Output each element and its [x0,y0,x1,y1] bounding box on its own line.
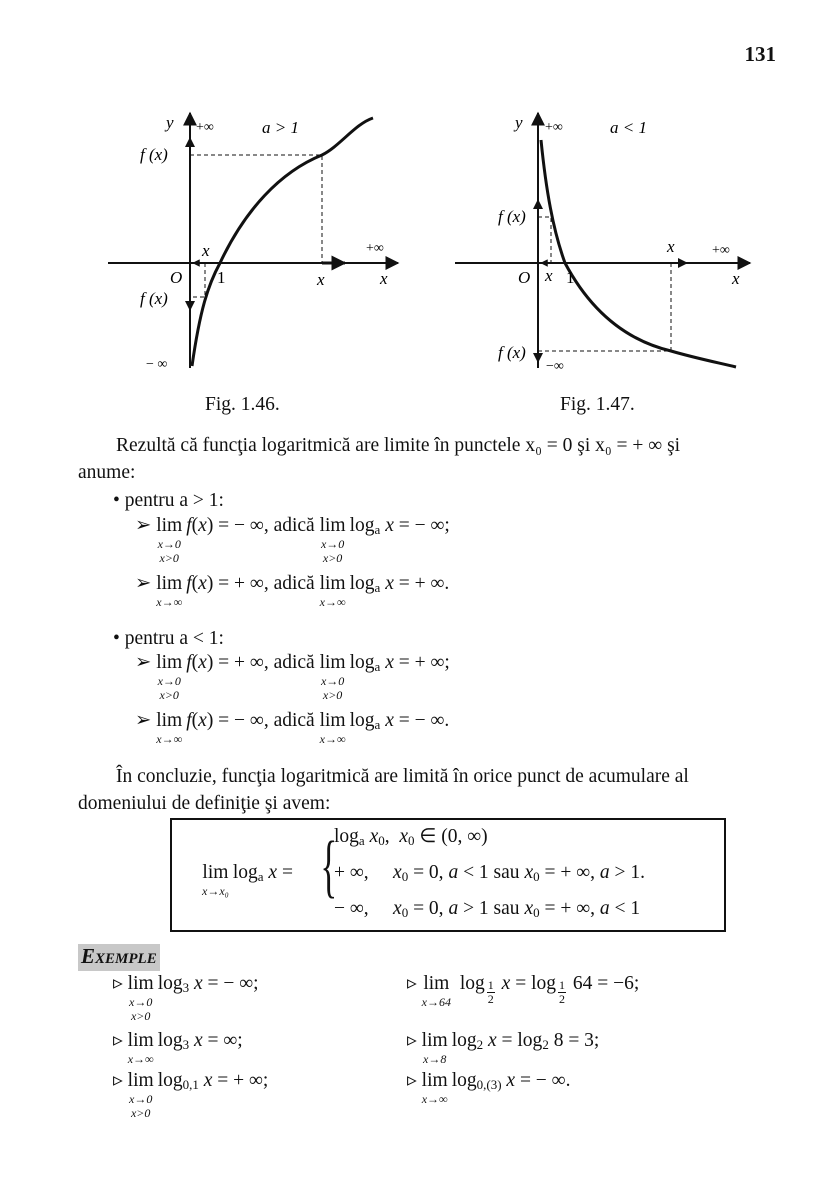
formula-case [334,862,645,884]
intro-paragraph: Rezultă că funcţia logaritmică are limite în punctele x₀ = 0 şi x₀ = + ∞ şi [116,435,681,456]
math-line [135,573,449,609]
fraction-subscript [558,979,566,1006]
examples-heading [78,944,160,971]
math-variable: f [186,573,192,594]
figure-caption: Fig. 1.46. [205,394,280,415]
label-cond: a < 1 [610,118,647,137]
math-text: = + ∞; [393,652,450,673]
label-cond: a > 1 [262,118,299,137]
label-minus-inf: − ∞ [146,357,168,372]
math-text: ( [191,515,199,536]
lim-condition: x→0 [157,537,181,551]
examples-heading-initial: E [81,944,96,968]
math-text: ▹ [113,1030,128,1051]
lim-condition: x→0 [320,537,345,551]
math-text: = 0, [408,862,449,883]
lim-condition: x→0 [157,674,181,688]
subscript: 0 [408,833,415,848]
subscript: 2 [476,1037,484,1052]
math-text: > 1 sau [458,898,525,919]
boxed-formula [170,818,726,932]
math-text: log [232,862,258,883]
math-text: = [277,862,293,883]
math-text: ) = − ∞, adică [206,710,320,731]
math-text: = log [510,973,556,994]
lim-condition: x>0 [322,551,343,565]
label-minus-inf: −∞ [546,359,564,374]
example-item [407,1030,599,1066]
bullet-a-gt-1: • pentru a > 1: [113,490,224,511]
subscript: 3 [182,1037,190,1052]
intro-paragraph-end: anume: [78,462,136,483]
subscript: 0,1 [182,1077,199,1092]
math-variable: x [496,973,511,994]
math-text: ( [191,573,199,594]
label-x-axis: x [732,269,740,288]
label-plus-inf: +∞ [366,241,384,256]
math-variable: f [186,652,192,673]
log-curve-decreasing [541,140,736,367]
lim-label: lim [156,515,183,536]
subscript: 0 [401,905,409,920]
subscript: 3 [182,980,190,995]
math-text: log [451,1070,477,1091]
lim-condition: x→∞ [156,732,183,746]
denominator: 2 [487,992,494,1006]
lim-label: lim [423,973,450,994]
limit-operator [156,710,182,746]
lim-label: lim [319,515,346,536]
lim-condition: x>0 [130,1009,151,1023]
math-text: log [349,710,375,731]
math-variable: f [186,515,192,536]
limit-operator [320,515,346,565]
math-text: < 1 [609,898,641,919]
math-text: = − ∞. [515,1070,571,1091]
math-text: + ∞, [334,862,394,883]
math-text: log [334,826,359,847]
figure-caption: Fig. 1.47. [560,394,635,415]
math-text: = + ∞, [539,862,600,883]
math-text: 8 = 3; [548,1030,600,1051]
math-text: log [157,1030,183,1051]
math-variable: x [198,515,207,536]
example-item [407,973,639,1009]
label-x-axis: x [380,269,388,288]
subscript: 0 [401,869,409,884]
lim-label: lim [319,573,346,594]
subscript: a [374,522,381,537]
math-text: ▹ [407,1030,422,1051]
math-text: ) = + ∞, adică [206,573,320,594]
subscript: 0 [378,833,385,848]
lim-label: lim [156,573,183,594]
math-variable: x [380,652,394,673]
example-item [407,1070,570,1106]
math-variable: x [524,898,534,919]
limit-operator [422,1070,448,1106]
lim-condition: x→8 [423,1052,447,1066]
lim-label: lim [319,652,346,673]
numerator: 1 [487,978,494,992]
math-variable: f [186,710,192,731]
figure-1-47 [455,113,750,374]
math-text: < 1 sau [458,862,525,883]
label-one: 1 [566,268,575,287]
subscript: 2 [542,1037,549,1052]
subscript: 0 [533,869,540,884]
math-variable: a [448,862,459,883]
label-x: x [545,266,553,285]
lim-condition: x→∞ [319,595,346,609]
limit-operator [156,652,182,702]
limit-operator [156,573,182,609]
numerator: 1 [559,978,565,992]
page-number: 131 [744,42,776,66]
subscript: a [374,717,381,732]
subscript: 0,(3) [476,1077,502,1092]
lim-condition: x→64 [421,995,451,1009]
label-plus-inf: +∞ [196,120,214,135]
dashed-guides [190,155,322,297]
math-text: ) = − ∞, adică [206,515,320,536]
limit-operator [156,515,182,565]
math-text: ▹ [113,1070,128,1091]
lim-label: lim [202,862,229,883]
math-variable: x [501,1070,516,1091]
lim-label: lim [421,1070,448,1091]
denominator: 2 [559,992,565,1006]
lim-condition: x>0 [322,688,343,702]
lim-label: lim [421,1030,448,1051]
label-plus-inf: +∞ [712,243,730,258]
lim-label: lim [319,710,346,731]
math-variable: x [393,862,402,883]
label-x: x [667,237,675,256]
subscript: a [257,869,264,884]
math-variable: x [198,1070,213,1091]
math-variable: x [524,862,534,883]
math-variable: x [399,826,409,847]
fraction-subscript [487,979,495,1006]
math-text: − ∞, [334,898,394,919]
lim-condition: x→∞ [421,1092,448,1106]
math-line [135,652,450,702]
math-variable: x [364,826,379,847]
lim-condition: x→0 [320,674,345,688]
lim-condition: x>0 [159,688,179,702]
math-text: , [384,826,400,847]
subscript: a [374,580,381,595]
limit-operator [320,710,346,746]
math-text: = ∞; [202,1030,243,1051]
math-text: log [451,1030,477,1051]
math-text: = − ∞; [393,515,450,536]
subscript: 0 [533,905,540,920]
label-origin: O [170,268,183,287]
math-text: log [349,515,375,536]
conclusion-line: În concluzie, funcţia logaritmică are limită în orice punct de acumulare al [116,766,689,787]
subscript: a [358,833,365,848]
math-text: log [349,652,375,673]
label-one: 1 [217,268,226,287]
conclusion-line: domeniului de definiţie şi avem: [78,793,331,814]
math-variable: x [198,710,207,731]
math-text: = − ∞. [393,710,450,731]
math-line [135,515,450,565]
math-text: log [349,573,375,594]
math-variable: a [599,862,610,883]
figures [0,0,828,420]
label-fx: f (x) [498,207,526,226]
math-text: > 1. [609,862,645,883]
example-item [113,1070,268,1120]
label-y: y [515,113,523,132]
math-text: ➢ [135,573,157,594]
left-brace: { [320,828,338,905]
math-text: ( [191,652,199,673]
lim-condition: x→∞ [156,595,183,609]
math-text: ) = + ∞, adică [206,652,320,673]
label-fx: f (x) [140,145,168,164]
lim-condition: x>0 [130,1106,151,1120]
math-text: = + ∞, [539,898,600,919]
math-text: = + ∞; [212,1070,269,1091]
examples-heading-rest: XEMPLE [95,951,157,967]
limit-operator [202,862,229,898]
label-fx: f (x) [140,289,168,308]
formula-case [334,898,640,920]
limit-operator [320,573,346,609]
math-text: log [455,973,485,994]
math-text: ( [191,710,199,731]
lim-condition: x>0 [159,551,179,565]
label-y: y [166,113,174,132]
formula-case [334,826,488,848]
math-variable: x [198,652,207,673]
limit-operator [422,1030,448,1066]
math-variable: x [483,1030,497,1051]
lim-label: lim [156,652,183,673]
lim-condition: x→x₀ [202,884,229,898]
limit-operator [128,973,154,1023]
bullet-a-lt-1: • pentru a < 1: [113,628,224,649]
math-variable: x [393,898,402,919]
label-fx: f (x) [498,343,526,362]
math-variable: x [189,1030,203,1051]
math-text: ▹ [407,1070,422,1091]
lim-condition: x→0 [129,1092,153,1106]
figure-1-46 [108,113,398,372]
lim-condition: x→∞ [127,1052,154,1066]
math-text: log [157,1070,183,1091]
math-text: log [157,973,183,994]
math-text: = + ∞. [393,573,450,594]
formula-lhs [202,862,293,898]
limit-operator [128,1030,154,1066]
label-x: x [202,241,210,260]
example-item [113,1030,243,1066]
math-text: ▹ [113,973,128,994]
math-variable: x [198,573,207,594]
math-text: = log [496,1030,543,1051]
limit-operator [128,1070,154,1120]
math-text: = 0, [408,898,449,919]
lim-label: lim [127,973,154,994]
label-x: x [317,270,325,289]
math-variable: x [380,710,394,731]
math-text: = − ∞; [202,973,259,994]
lim-condition: x→0 [129,995,153,1009]
lim-condition: x→∞ [319,732,346,746]
limit-operator [422,973,451,1009]
math-variable: x [189,973,203,994]
lim-label: lim [127,1070,154,1091]
example-item [113,973,259,1023]
math-text: ∈ (0, ∞) [414,826,488,847]
math-text: ▹ [407,973,422,994]
math-variable: a [448,898,459,919]
limit-operator [320,652,346,702]
math-variable: x [263,862,278,883]
subscript: a [374,659,381,674]
math-text: 64 = −6; [568,973,640,994]
math-line [135,710,449,746]
math-variable: x [380,573,394,594]
label-plus-inf: +∞ [545,120,563,135]
math-text: ➢ [135,652,157,673]
math-variable: x [380,515,394,536]
math-variable: a [599,898,610,919]
label-origin: O [518,268,531,287]
lim-label: lim [127,1030,154,1051]
math-text: ➢ [135,710,157,731]
math-text: ➢ [135,515,157,536]
lim-label: lim [156,710,183,731]
